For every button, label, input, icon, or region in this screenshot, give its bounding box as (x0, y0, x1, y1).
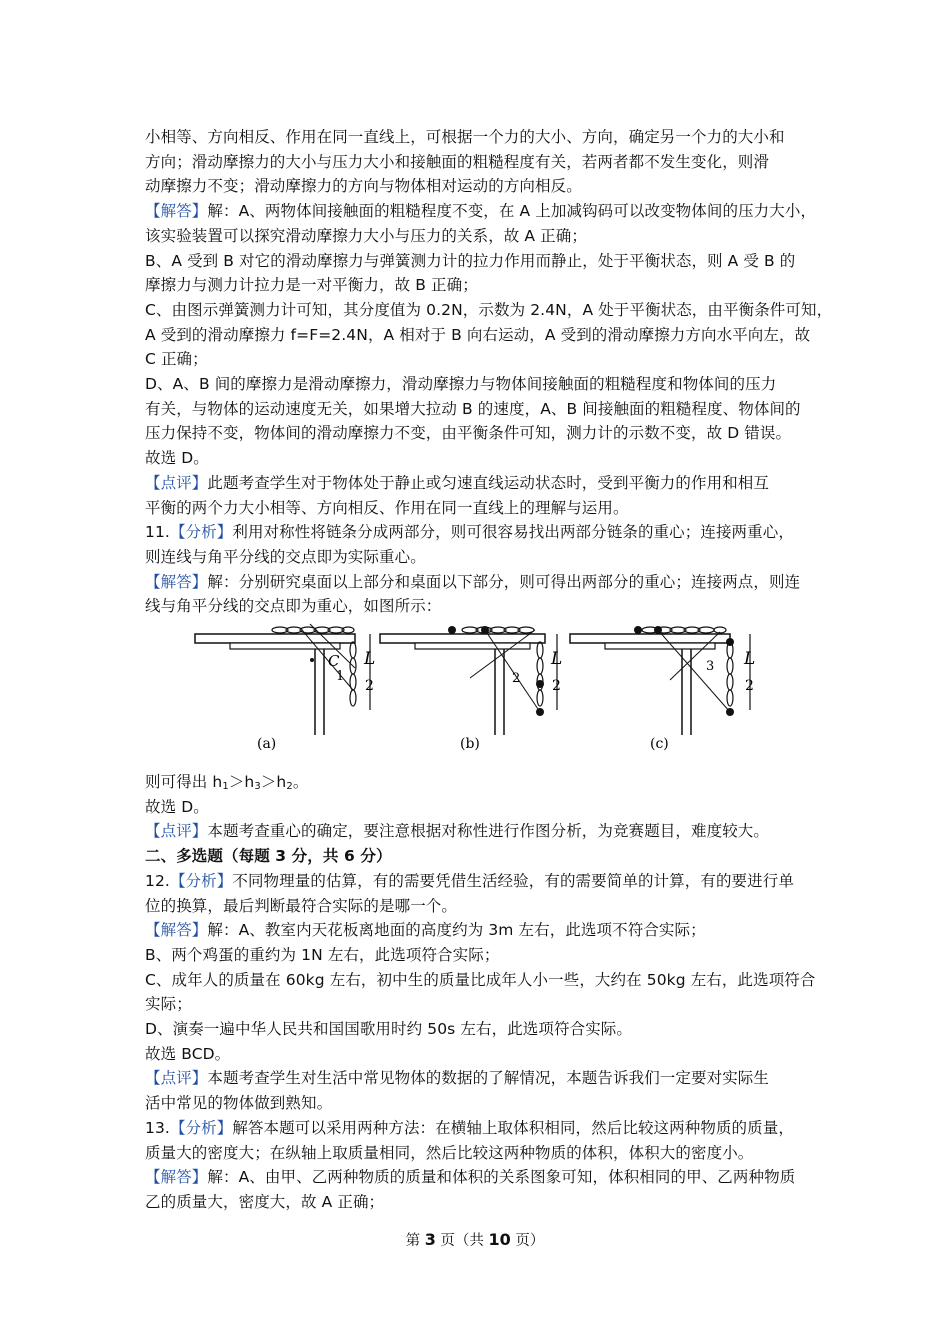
text-line (145, 150, 815, 174)
text-segment: 此题考查学生对于物体处于静止或匀速直线运动状态时，受到平衡力的作用和相互 (207, 473, 770, 492)
text-segment: 该实验装置可以探究滑动摩擦力大小与压力的关系，故 A 正确； (145, 226, 587, 245)
figure-a-number: 1 (336, 669, 345, 684)
text-line (145, 1042, 815, 1066)
section-tag: 【分析】 (169, 523, 233, 542)
text-segment: 解：A、两物体间接触面的粗糙程度不变，在 A 上加减钩码可以改变物体间的压力大小， (207, 202, 817, 221)
text-segment: 位的换算，最后判断最符合实际的是哪一个。 (145, 896, 458, 915)
chain-gravity-figure (190, 620, 780, 760)
text-line (145, 421, 815, 445)
figure-c-number: 3 (706, 659, 715, 674)
text-line (145, 968, 815, 992)
footer-suffix: 页） (510, 1233, 545, 1249)
text-line (145, 273, 815, 297)
section-tag: 【分析】 (169, 871, 233, 890)
text-line (145, 323, 815, 347)
text-line (145, 347, 815, 371)
text-line (145, 894, 815, 918)
text-segment: 有关，与物体的运动速度无关，如果增大拉动 B 的速度，A、B 间接触面的粗糙程度、物体间的 (145, 399, 801, 418)
section-tag: 【解答】 (145, 1168, 208, 1187)
text-segment: 质量大的密度大；在纵轴上取质量相同，然后比较这两种物质的体积，体积大的密度小。 (145, 1143, 754, 1162)
text-line (145, 520, 815, 544)
text-segment: 1 (222, 781, 229, 792)
text-segment: C、成年人的质量在 60kg 左右，初中生的质量比成年人小一些，大约在 50kg 左右，此选项符合 (145, 970, 816, 989)
figure-a-2: 2 (365, 678, 374, 694)
section-tag: 【解答】 (145, 572, 208, 591)
figure-c-2: 2 (745, 678, 754, 694)
text-segment: ＞h (228, 773, 255, 791)
text-line (145, 224, 815, 248)
text-segment: C、由图示弹簧测力计可知，其分度值为 0.2N，示数为 2.4N，A 处于平衡状态，由平衡条件可知， (145, 300, 833, 319)
text-segment: 12. (145, 871, 170, 890)
figure-a-L: L (364, 649, 376, 669)
text-line (145, 943, 815, 967)
text-segment: 活中常见的物体做到熟知。 (145, 1094, 333, 1113)
text-line (145, 372, 815, 396)
text-segment: 实际； (145, 995, 192, 1014)
section-tag: 【点评】 (145, 822, 208, 841)
footer-middle: 页（共 (435, 1233, 489, 1249)
text-segment: 故选 D。 (145, 449, 209, 468)
text-segment: 二、多选题（每题 3 分，共 6 分） (145, 847, 392, 866)
page-footer (0, 1229, 950, 1250)
text-segment: 摩擦力与测力计拉力是一对平衡力，故 B 正确； (145, 276, 478, 295)
figure-a-c-label: C (328, 652, 340, 670)
footer-prefix: 第 (405, 1233, 425, 1249)
text-segment: 平衡的两个力大小相等、方向相反、作用在同一直线上的理解与运用。 (145, 498, 629, 517)
text-line (145, 174, 815, 198)
text-segment: B、A 受到 B 对它的滑动摩擦力与弹簧测力计的拉力作用而静止，处于平衡状态，则 A 受 B 的 (145, 251, 796, 270)
text-line (145, 869, 815, 893)
text-segment: 本题考查学生对生活中常见物体的数据的了解情况，本题告诉我们一定要对实际生 (207, 1069, 770, 1088)
text-line (145, 199, 815, 223)
section-tag: 【分析】 (169, 1118, 233, 1137)
figure-b-2: 2 (552, 678, 561, 694)
text-line (145, 397, 815, 421)
text-line (145, 992, 815, 1016)
text-segment: 利用对称性将链条分成两部分，则可很容易找出两部分链条的重心；连接两重心， (232, 523, 794, 542)
text-line (145, 545, 815, 569)
text-line (145, 1141, 815, 1165)
text-segment: 解：分别研究桌面以上部分和桌面以下部分，则可得出两部分的重心；连接两点，则连 (207, 572, 801, 591)
text-line (145, 446, 815, 470)
section-tag: 【解答】 (145, 921, 208, 940)
figure-b-caption: (b) (460, 736, 480, 752)
text-segment: 不同物理量的估算，有的需要凭借生活经验，有的需要简单的计算，有的要进行单 (232, 871, 794, 890)
figure-b-number: 2 (512, 671, 521, 686)
text-segment: 则连线与角平分线的交点即为实际重心。 (145, 547, 426, 566)
text-segment: 13. (145, 1118, 170, 1137)
section-tag: 【点评】 (145, 1069, 208, 1088)
text-segment: D、A、B 间的摩擦力是滑动摩擦力，滑动摩擦力与物体间接触面的粗糙程度和物体间的压力 (145, 375, 777, 393)
text-segment: 解：A、教室内天花板离地面的高度约为 3m 左右，此选项不符合实际； (207, 921, 706, 940)
text-segment: 解答本题可以采用两种方法：在横轴上取体积相同，然后比较这两种物质的质量， (232, 1118, 794, 1137)
text-segment: 则可得出 h (145, 773, 223, 791)
text-segment: D、演奏一遍中华人民共和国国歌用时约 50s 左右，此选项符合实际。 (145, 1020, 632, 1038)
figure-c-L: L (744, 649, 756, 669)
text-segment: 。 (292, 773, 309, 791)
text-segment: ＞h (260, 773, 287, 791)
text-segment: 解：A、由甲、乙两种物质的质量和体积的关系图象可知，体积相同的甲、乙两种物质 (207, 1168, 796, 1187)
footer-page-number: 3 (424, 1230, 436, 1249)
text-line (145, 125, 815, 149)
text-line (145, 1165, 815, 1189)
text-line (145, 918, 815, 942)
text-segment: 方向；滑动摩擦力的大小与压力大小和接触面的粗糙程度有关，若两者都不发生变化，则滑 (145, 152, 770, 171)
text-line (145, 795, 815, 819)
text-segment: B、两个鸡蛋的重约为 1N 左右，此选项符合实际； (145, 945, 500, 964)
text-segment: 线与角平分线的交点即为重心，如图所示： (145, 597, 442, 616)
text-segment: 小相等、方向相反、作用在同一直线上，可根据一个力的大小、方向，确定另一个力的大小和 (145, 128, 785, 146)
text-line (145, 1066, 815, 1090)
figure-c-caption: (c) (650, 736, 669, 752)
text-line (145, 471, 815, 495)
text-segment: 乙的质量大，密度大，故 A 正确； (145, 1192, 385, 1211)
footer-total-pages: 10 (488, 1230, 511, 1249)
text-segment: 11. (145, 523, 170, 542)
text-segment: 本题考查重心的确定，要注意根据对称性进行作图分析，为竞赛题目，难度较大。 (207, 822, 770, 841)
figure-a-caption: (a) (257, 736, 277, 752)
figure-b-L: L (551, 649, 563, 669)
text-line (145, 1091, 815, 1115)
text-line (145, 819, 815, 843)
section-tag: 【解答】 (145, 202, 208, 221)
text-line (145, 1190, 815, 1214)
text-line (145, 496, 815, 520)
text-segment: 动摩擦力不变；滑动摩擦力的方向与物体相对运动的方向相反。 (145, 177, 582, 196)
text-segment: 3 (254, 781, 261, 792)
text-segment: 故选 D。 (145, 797, 209, 816)
section-tag: 【点评】 (145, 473, 208, 492)
text-line (145, 570, 815, 594)
figure-panel-a (195, 624, 375, 752)
figure-panel-b (380, 626, 562, 752)
figure-panel-c (570, 626, 755, 752)
text-line (145, 249, 815, 273)
text-line (145, 594, 815, 618)
text-line (145, 298, 833, 322)
text-line (145, 1116, 815, 1140)
text-line (145, 1017, 815, 1041)
text-segment: A 受到的滑动摩擦力 f=F=2.4N，A 相对于 B 向右运动，A 受到的滑动摩擦力方向水平向左，故 (145, 325, 811, 344)
text-segment: 故选 BCD。 (145, 1044, 231, 1063)
text-segment: C 正确； (145, 350, 208, 369)
text-segment: 2 (286, 781, 293, 792)
text-line (145, 844, 815, 868)
text-segment: 压力保持不变，物体间的滑动摩擦力不变，由平衡条件可知，测力计的示数不变，故 D 错误。 (145, 424, 792, 443)
